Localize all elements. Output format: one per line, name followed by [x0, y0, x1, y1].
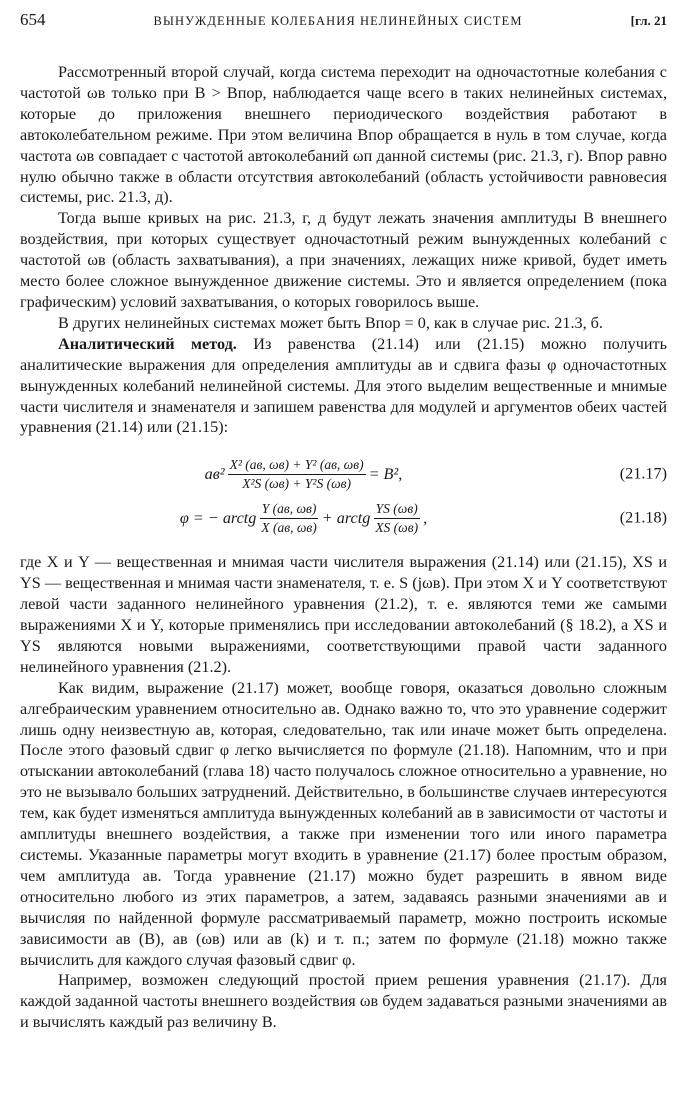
- page-number: 654: [20, 10, 46, 29]
- section-heading: Аналитический метод.: [58, 334, 237, 353]
- eq2-end: ,: [423, 508, 428, 527]
- analytic-method-paragraph: [20, 334, 667, 439]
- paragraph: Тогда выше кривых на рис. 21.3, г, д будут лежать значения амплитуды B внешнего воздействия, при которых существует одночастотный режим вынужденных колебаний с частотой ωв (область захватывания), а при значениях, лежащих ниже кривой, будет иметь место более сложное вынужденное движение системы. Это и является определением (пока графическим) условий захватывания, о которых говорилось выше.: [20, 209, 667, 311]
- paragraph: где X и Y — вещественная и мнимая части числителя выражения (21.14) или (21.15), XS и YS — вещественная и мнимая части знаменателя, т. е. S (jωв). При этом X и Y соответствуют левой части заданного нелинейного уравнения (21.2), т. е. являются теми же самыми выражениями X и Y, которые применялись при исследовании автоколебаний (§ 18.2), а XS и YS являются новыми выражениями, соответствующими правой части заданного нелинейного уравнения (21.2).: [20, 553, 667, 676]
- eq2-fraction-1: [259, 501, 318, 536]
- eq2-mid: + arctg: [321, 508, 371, 527]
- eq2-lhs: φ = − arctg: [179, 508, 257, 527]
- eq2-denominator-1: X (aв, ωв): [261, 519, 317, 535]
- running-title: ВЫНУЖДЕННЫЕ КОЛЕБАНИЯ НЕЛИНЕЙНЫХ СИСТЕМ: [153, 14, 523, 28]
- eq2-numerator-2: YS (ωв): [374, 501, 420, 519]
- chapter-ref: [гл. 21: [630, 13, 667, 28]
- eq2-numerator-1: Y (aв, ωв): [260, 501, 319, 519]
- equation-number: (21.18): [619, 508, 667, 527]
- paragraph-text: Из равенства (21.14) или (21.15) можно получить аналитические выражения для определения амплитуды aв и сдвига фазы φ одночастотных вынужденных колебаний нелинейной системы. Для этого выделим вещественные и мнимые части числителя и знаменателя и запишем равенства для модулей и аргументов обеих частей уравнения (21.14) или (21.15):: [20, 334, 667, 437]
- paragraph: Рассмотренный второй случай, когда система переходит на одночастотные колебания с частотой ωв только при B > Bпор, наблюдается чаще всего в таких нелинейных системах, которые до приложения внешнего периодического воздействия работают в автоколебательном режиме. При этом величина Bпор обращается в нуль в том случае, когда частота ωв совпадает с частотой автоколебаний ωп данной системы (рис. 21.3, г). Bпор равно нулю обычно также в области отсутствия автоколебаний (область устойчивости равновесия системы, рис. 21.3, д).: [20, 63, 667, 207]
- eq2-denominator-2: XS (ωв): [375, 519, 419, 535]
- eq1-denominator: X²S (ωв) + Y²S (ωв): [242, 475, 351, 491]
- equation-21-17: [20, 452, 667, 496]
- eq1-fraction: [228, 457, 366, 492]
- paragraph: Как видим, выражение (21.17) может, вообще говоря, оказаться довольно сложным алгебраическим уравнением относительно aв. Однако важно то, что это уравнение содержит лишь одну неизвестную aв, которая, следовательно, так или иначе может быть определена. После этого фазовый сдвиг φ легко вычисляется по формуле (21.18). Напомним, что и при отыскании автоколебаний (глава 18) часто получалось сложное относительно a уравнение, но это не вызывало больших затруднений. Действительно, в большинстве случаев интересуются тем, как будет изменяться амплитуда вынужденных колебаний aв в зависимости от частоты и амплитуды внешнего воздействия, а также при изменении того или иного параметра системы. Указанные параметры могут входить в уравнение (21.17) более простым образом, чем амплитуда aв. Тогда уравнение (21.17) можно будет разрешить в явном виде относительно любого из этих параметров, а затем, задаваясь разными значениями aв и вычисляя по найденной формуле рассматриваемый параметр, можно построить искомые зависимости aв (B), aв (ωв) или aв (k) и т. п.; затем по формуле (21.18) можно также вычислить для каждого случая фазовый сдвиг φ.: [20, 678, 667, 969]
- equation-21-18: [20, 496, 667, 540]
- eq2-fraction-2: [373, 501, 420, 536]
- eq1-numerator: X² (aв, ωв) + Y² (aв, ωв): [228, 457, 366, 475]
- paragraph: Например, возможен следующий простой прием решения уравнения (21.17). Для каждой заданной частоты внешнего воздействия ωв будем задаваться разными значениями aв и вычислять каждый раз величину B.: [20, 971, 667, 1032]
- book-page: [20, 10, 667, 1033]
- paragraph: В других нелинейных системах может быть Bпор = 0, как в случае рис. 21.3, б.: [58, 313, 603, 332]
- equation-block: [20, 452, 667, 540]
- eq1-rhs: = B²,: [368, 464, 403, 483]
- equation-number: (21.17): [619, 464, 667, 483]
- running-header: [20, 10, 667, 36]
- eq1-lhs: aв²: [204, 464, 225, 483]
